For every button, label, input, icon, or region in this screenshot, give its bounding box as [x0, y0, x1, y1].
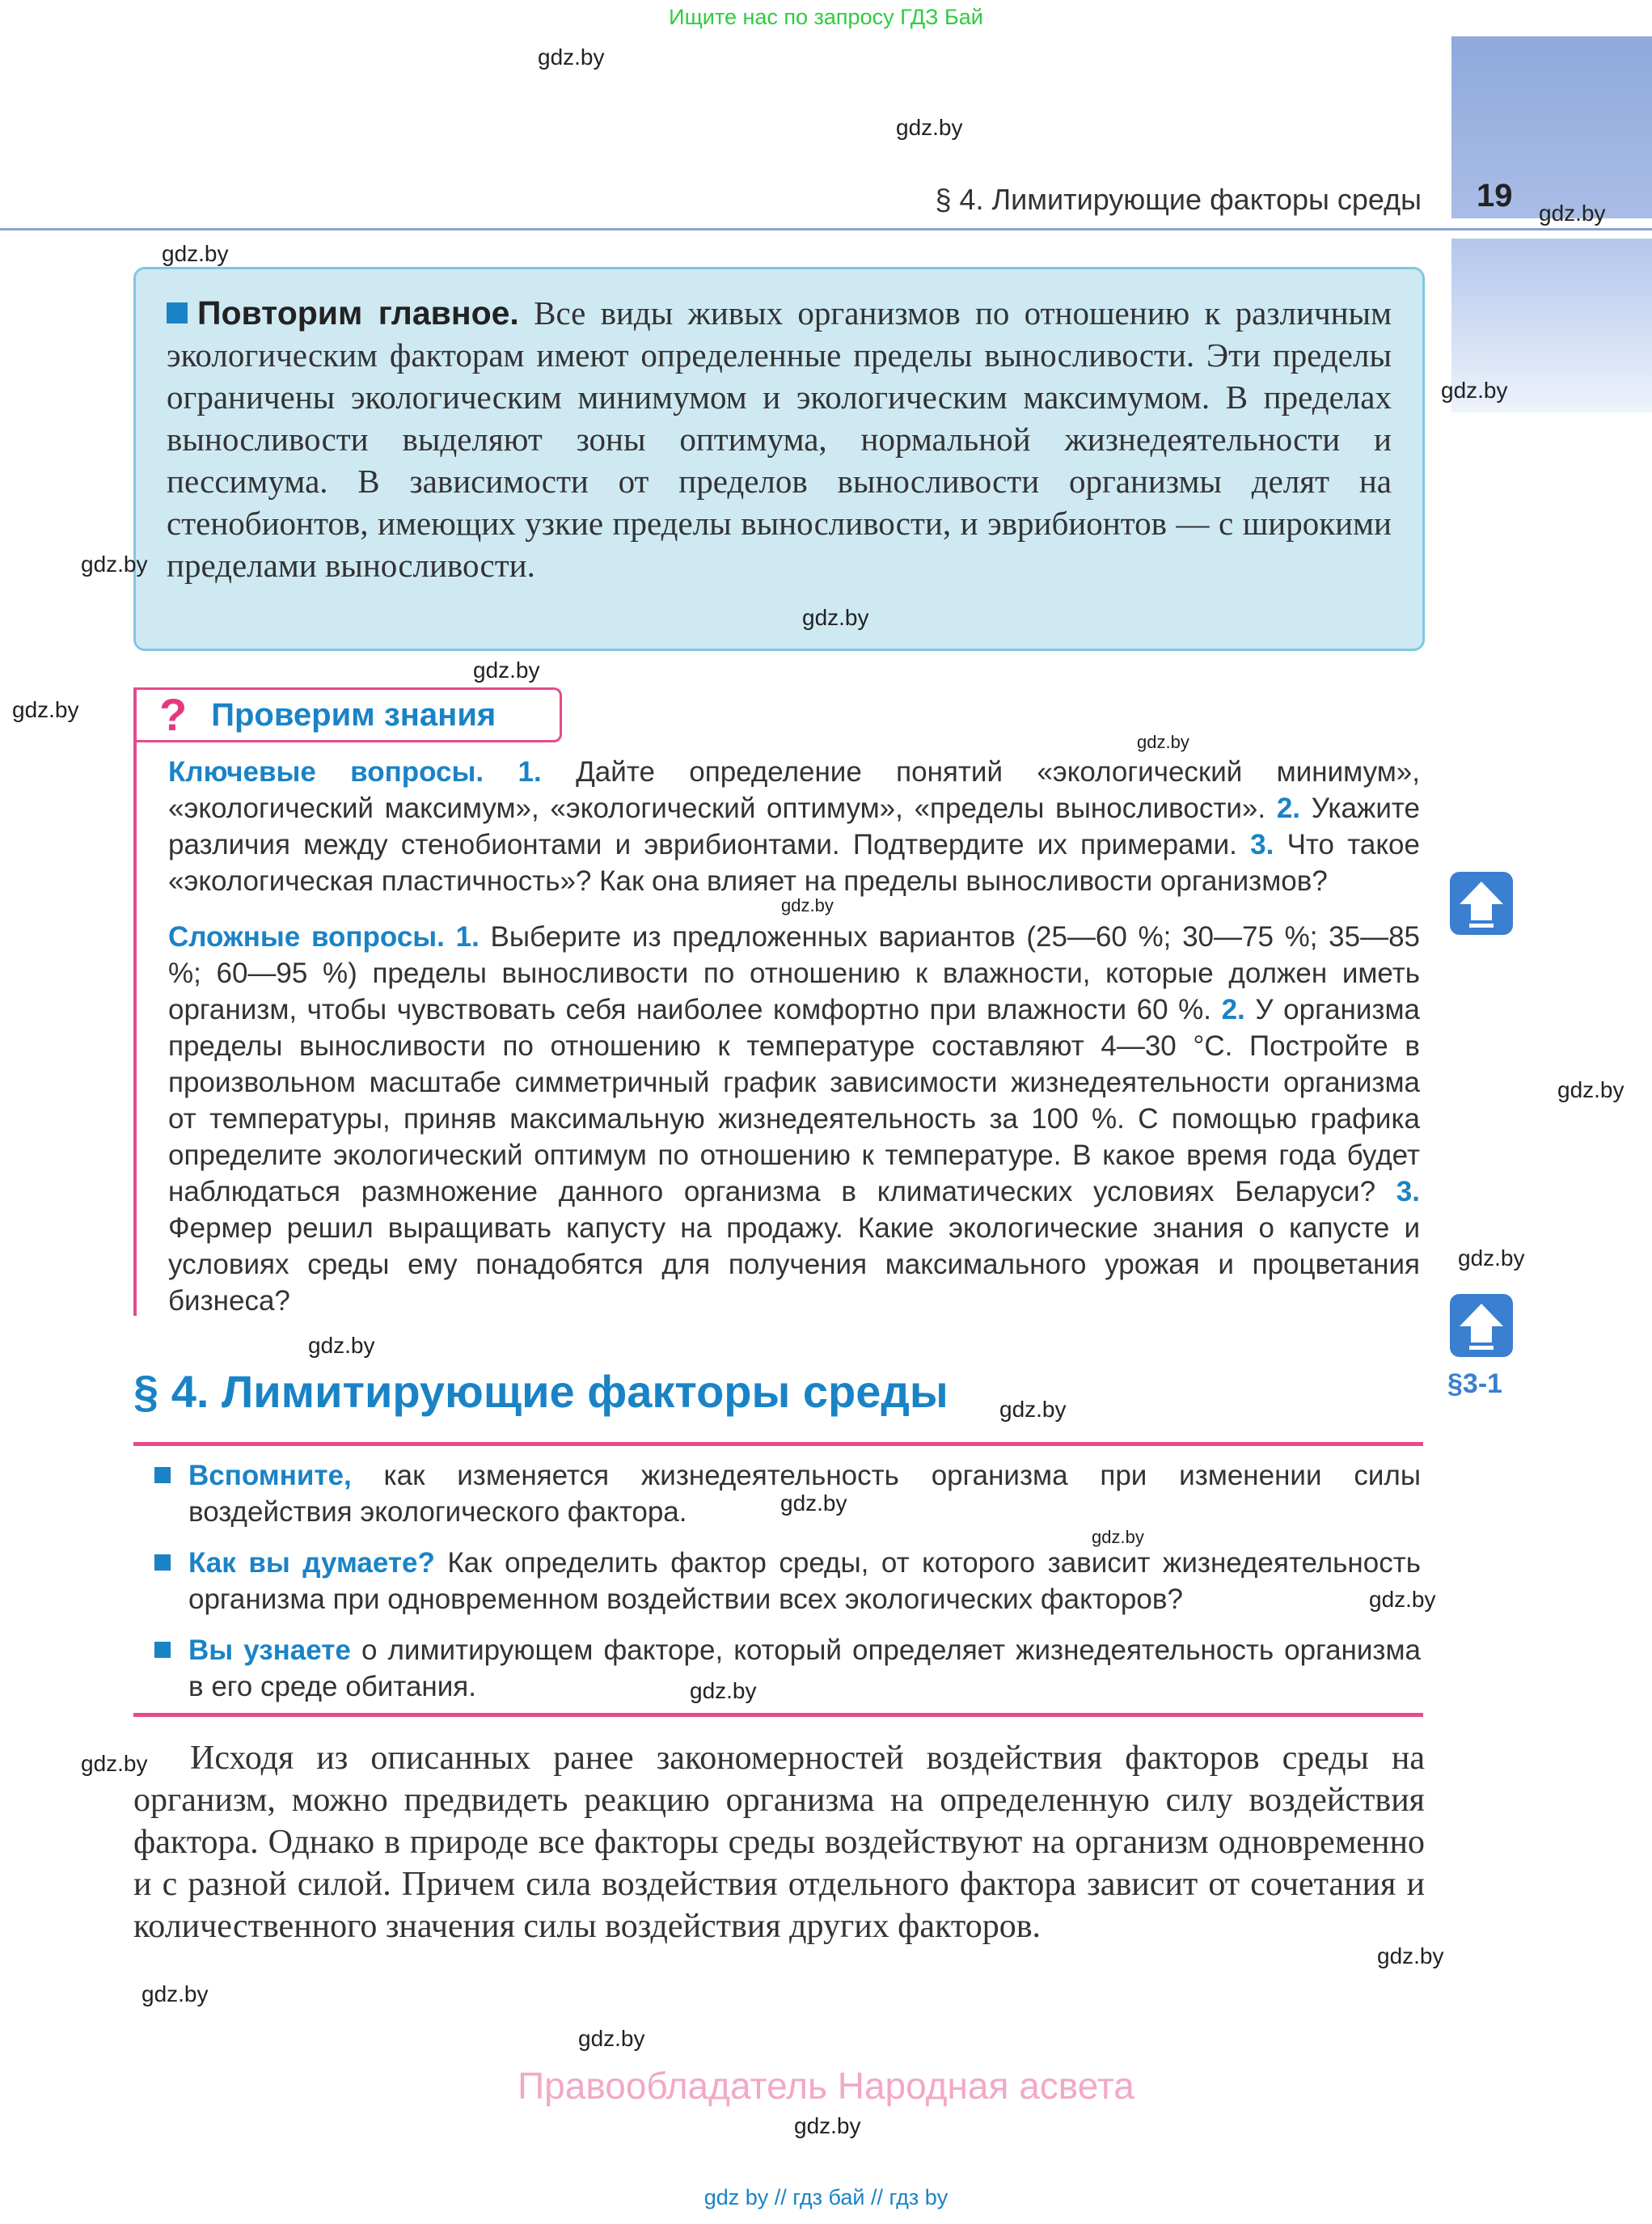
summary-text: Все виды живых организмов по отношению к различным экологическим факторам имеют определенные пределы выносливости. Эти пределы ограничены экологическим минимумом и экологическим максимумом. В пределах выносливости выделяют зоны оптимума, нормальной жизнедеятельности и пессимума. В зависимости от пределов выносливости организмы делят на стенобионтов, имеющих узкие пределы выносливости, и эврибионтов — с широкими пределами выносливости.: [167, 294, 1392, 584]
key-questions-label: Ключевые вопросы.: [168, 756, 484, 788]
check-knowledge-title: Проверим знания: [211, 696, 496, 733]
up-arrow-icon[interactable]: [1450, 1294, 1513, 1357]
watermark: gdz.by: [1137, 732, 1189, 752]
summary-paragraph: [167, 292, 1392, 586]
question-number: 1.: [455, 921, 480, 953]
question-text: Что такое «экологическая пластичность»? Как она влияет на пределы выносливости организмов?: [168, 829, 1420, 897]
square-bullet-icon: [154, 1642, 171, 1658]
summary-box: [133, 267, 1425, 651]
bullet-text: Как определить фактор среды, от которого зависит жизнедеятельность организма при одновременном воздействии всех экологических факторов?: [188, 1547, 1421, 1615]
watermark: gdz.by: [81, 1751, 148, 1776]
watermark: gdz.by: [308, 1333, 375, 1358]
question-number: 2.: [1276, 793, 1301, 824]
watermark: gdz.by: [81, 552, 148, 577]
question-text: Выберите из предложенных вариантов (25—60 %; 30—75 %; 35—85 %; 60—95 %) пределы выносливости по отношению к влажности, которые должен иметь организм, чтобы чувствовать себя наиболее комфортно при влажности 60 %.: [168, 921, 1420, 1025]
watermark: gdz.by: [781, 895, 834, 915]
question-number: 1.: [518, 756, 542, 788]
question-text: Укажите различия между стенобионтами и эврибионтами. Подтвердите их примерами.: [168, 793, 1420, 860]
question-text: Фермер решил выращивать капусту на продажу. Какие экологические знания о капусте и условиях среды ему понадобятся для получения максимального урожая и процветания бизнеса?: [168, 1212, 1420, 1317]
watermark: gdz.by: [1377, 1943, 1444, 1968]
top-banner: Ищите нас по запросу ГДЗ Бай: [669, 5, 983, 29]
question-number: 2.: [1221, 994, 1245, 1025]
square-bullet-icon: [154, 1554, 171, 1571]
watermark: gdz.by: [1557, 1077, 1625, 1102]
page-number: 19: [1477, 178, 1513, 214]
question-text: Дайте определение понятий «экологический минимум», «экологический максимум», «экологический оптимум», «пределы выносливости».: [168, 756, 1420, 824]
watermark: gdz.by: [142, 1981, 209, 2006]
watermark: gdz.by: [473, 657, 540, 683]
watermark: gdz.by: [780, 1490, 847, 1516]
square-bullet-icon: [167, 302, 188, 323]
bullet-text: как изменяется жизнедеятельность организма при изменении силы воздействия экологического фактора.: [188, 1460, 1421, 1528]
body-paragraph: Исходя из описанных ранее закономерностей воздействия факторов среды на организм, можно предвидеть реакцию организма на определенную силу воздействия фактора. Однако в природе все факторы среды воздействуют на организм одновременно и с разной силой. Причем сила воздействия отдельного фактора зависит от сочетания и количественного значения силы воздействия других факторов.: [133, 1740, 1425, 1945]
watermark: gdz.by: [578, 2026, 645, 2051]
key-questions: [168, 754, 1420, 899]
watermark: gdz.by: [802, 605, 869, 630]
summary-title: Повторим главное.: [197, 294, 519, 332]
watermark: gdz.by: [1539, 201, 1606, 226]
question-number: 3.: [1396, 1176, 1420, 1207]
question-number: 3.: [1250, 829, 1274, 860]
watermark: gdz.by: [999, 1397, 1067, 1422]
check-section-line: [133, 740, 137, 1316]
bullet-label: Вы узнаете: [188, 1634, 351, 1666]
watermark: gdz.by: [1441, 378, 1508, 403]
hard-questions: [168, 919, 1420, 1319]
hard-questions-label: Сложные вопросы.: [168, 921, 445, 953]
question-text: У организма пределы выносливости по отношению к температуре составляют 4—30 °С. Постройте в произвольном масштабе симметричный график зависимости жизнедеятельности организма от температуры, приняв максимальную жизнедеятельность за 100 %. С помощью графика определите экологический оптимум по отношению к температуре. В какое время года будет наблюдаться размножение данного организма в климатических условиях Беларуси?: [168, 994, 1421, 1207]
watermark: gdz.by: [794, 2113, 861, 2138]
question-mark-icon: ?: [159, 689, 188, 740]
bullet-text: о лимитирующем факторе, который определяет жизнедеятельность организма в его среде обитания.: [188, 1634, 1422, 1702]
check-knowledge-header: [133, 687, 562, 742]
watermark: gdz.by: [538, 44, 605, 70]
up-arrow-icon[interactable]: [1450, 872, 1513, 935]
watermark: gdz.by: [1092, 1527, 1144, 1547]
square-bullet-icon: [154, 1467, 171, 1483]
side-reference-link[interactable]: §3-1: [1447, 1368, 1503, 1399]
watermark: gdz.by: [162, 241, 229, 266]
watermark: gdz.by: [896, 115, 963, 140]
bullet-learn: [158, 1632, 1421, 1705]
bullet-think: [158, 1545, 1421, 1617]
running-header-title: § 4. Лимитирующие факторы среды: [935, 183, 1422, 216]
bullet-label: Вспомните,: [188, 1460, 352, 1491]
watermark: gdz.by: [1458, 1245, 1525, 1271]
section-rule-top: [133, 1442, 1423, 1446]
footer-links[interactable]: gdz by // гдз бай // гдз by: [703, 2185, 949, 2209]
watermark: gdz.by: [1369, 1587, 1436, 1612]
watermark: gdz.by: [12, 697, 79, 722]
copyright-owner: Правообладатель Народная асвета: [518, 2065, 1134, 2107]
section-title: § 4. Лимитирующие факторы среды: [133, 1366, 949, 1417]
section-rule-bottom: [133, 1713, 1423, 1717]
watermark: gdz.by: [690, 1678, 757, 1703]
bullet-label: Как вы думаете?: [188, 1547, 435, 1579]
header-rule: [0, 228, 1652, 230]
